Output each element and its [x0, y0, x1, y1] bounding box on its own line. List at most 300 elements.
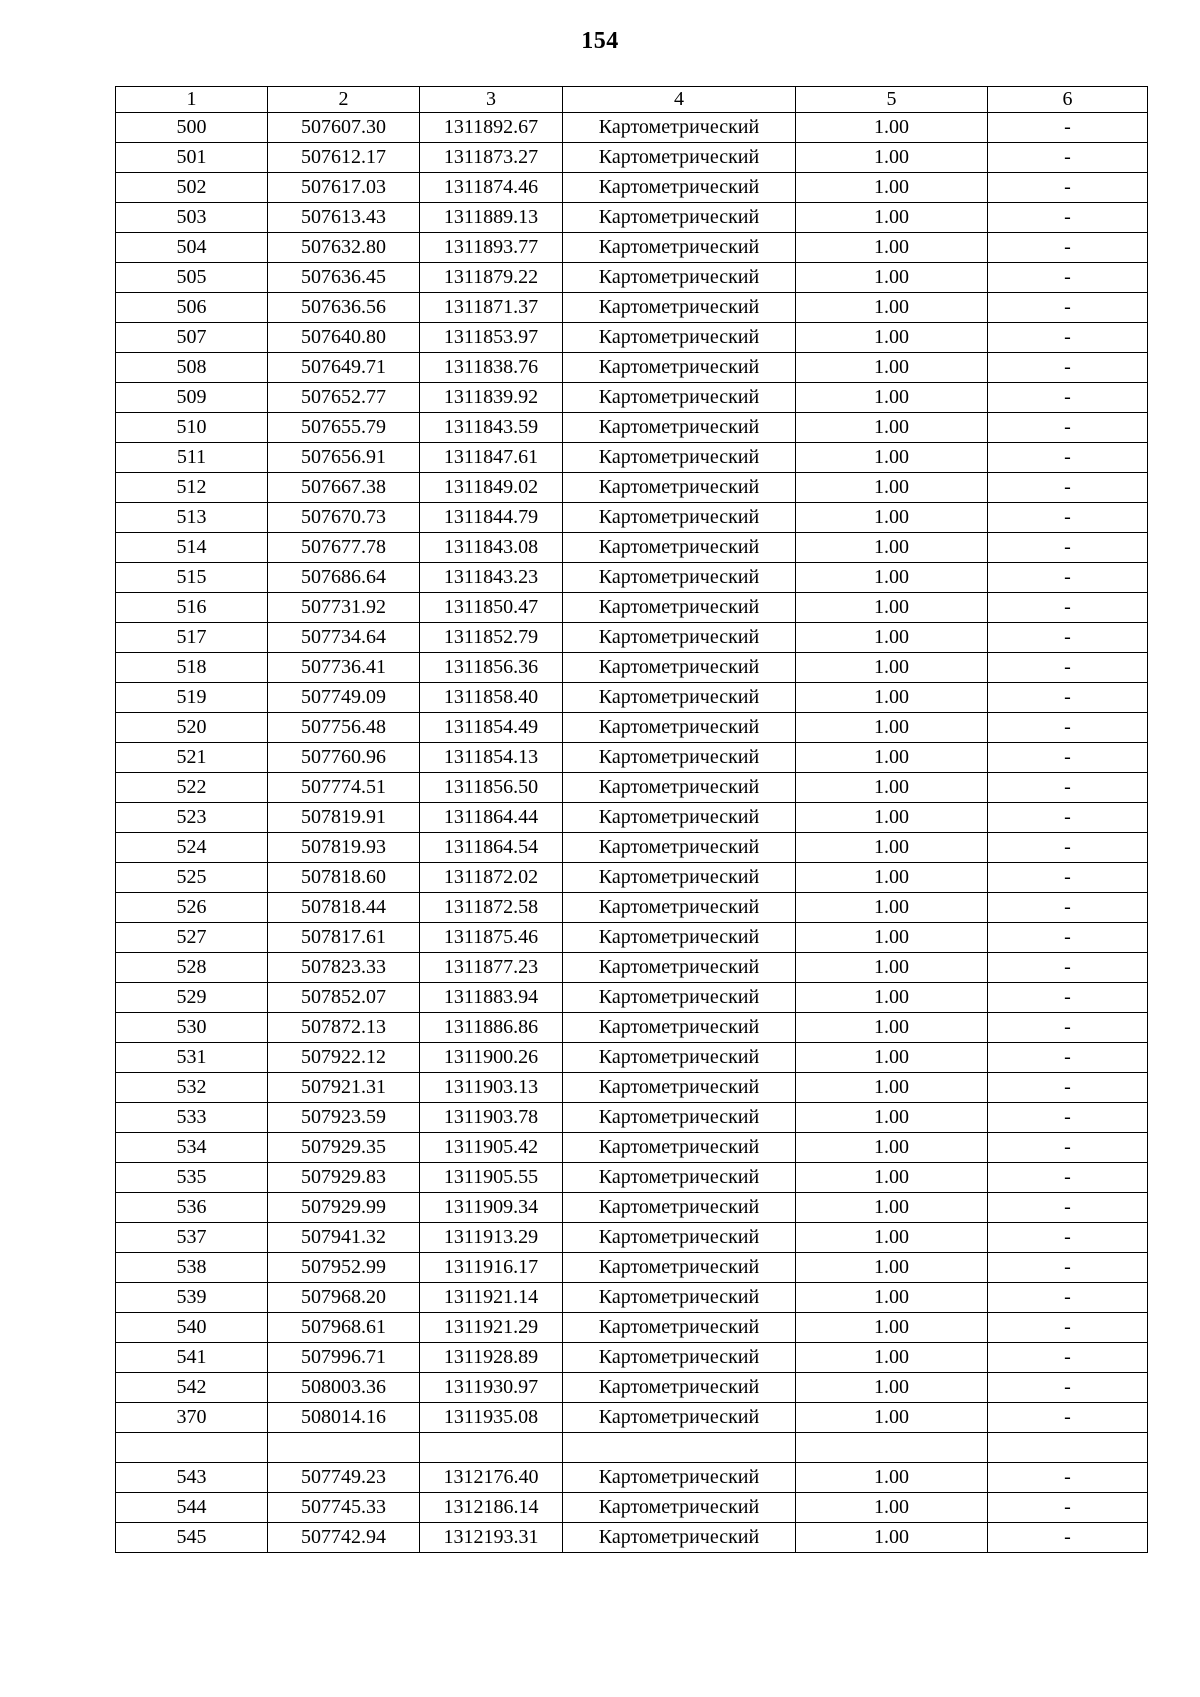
table-cell: 1.00	[796, 623, 988, 653]
table-cell: 502	[116, 173, 268, 203]
table-cell: 531	[116, 1043, 268, 1073]
table-row	[116, 173, 1148, 203]
table-cell: -	[988, 593, 1148, 623]
table-cell: Картометрический	[563, 623, 796, 653]
table-cell: Картометрический	[563, 683, 796, 713]
table-cell: 1.00	[796, 1283, 988, 1313]
table-cell: 1.00	[796, 1403, 988, 1433]
table-cell: 1.00	[796, 1343, 988, 1373]
table-cell: Картометрический	[563, 953, 796, 983]
table-cell: 507941.32	[268, 1223, 420, 1253]
table-cell: Картометрический	[563, 533, 796, 563]
table-cell: -	[988, 113, 1148, 143]
table-cell: 507613.43	[268, 203, 420, 233]
table-cell: -	[988, 863, 1148, 893]
table-cell: 1311921.29	[420, 1313, 563, 1343]
table-cell: Картометрический	[563, 983, 796, 1013]
table-row	[116, 503, 1148, 533]
table-cell: 507923.59	[268, 1103, 420, 1133]
table-header-row	[116, 87, 1148, 113]
table-cell: Картометрический	[563, 593, 796, 623]
table-cell: -	[988, 1283, 1148, 1313]
table-row	[116, 923, 1148, 953]
table-cell: -	[988, 1043, 1148, 1073]
table-cell: 507817.61	[268, 923, 420, 953]
table-cell: 1311853.97	[420, 323, 563, 353]
table-cell: 1311843.59	[420, 413, 563, 443]
table-cell: -	[988, 353, 1148, 383]
table-cell: 532	[116, 1073, 268, 1103]
table-cell: Картометрический	[563, 893, 796, 923]
table-cell: Картометрический	[563, 113, 796, 143]
table-row	[116, 833, 1148, 863]
table-cell: 1311905.42	[420, 1133, 563, 1163]
table-cell: 1.00	[796, 1493, 988, 1523]
table-cell: 1.00	[796, 1253, 988, 1283]
table-cell: -	[988, 293, 1148, 323]
table-cell: Картометрический	[563, 653, 796, 683]
table-cell	[268, 1433, 420, 1463]
page-number: 154	[581, 28, 619, 54]
table-cell: 1311874.46	[420, 173, 563, 203]
table-cell: 1.00	[796, 1073, 988, 1103]
table-row	[116, 473, 1148, 503]
table-cell: -	[988, 983, 1148, 1013]
table-cell: 507922.12	[268, 1043, 420, 1073]
table-cell: 507749.23	[268, 1463, 420, 1493]
table-row	[116, 1313, 1148, 1343]
table-row	[116, 1043, 1148, 1073]
table-cell: 507760.96	[268, 743, 420, 773]
table-row	[116, 1103, 1148, 1133]
table-row	[116, 623, 1148, 653]
table-cell: -	[988, 263, 1148, 293]
table-cell	[988, 1433, 1148, 1463]
table-cell: 1.00	[796, 353, 988, 383]
table-cell: 507852.07	[268, 983, 420, 1013]
table-cell: -	[988, 1523, 1148, 1553]
table-cell: 501	[116, 143, 268, 173]
table-cell: 1311913.29	[420, 1223, 563, 1253]
table-cell: 1311858.40	[420, 683, 563, 713]
table-cell: -	[988, 173, 1148, 203]
table-cell: 507818.60	[268, 863, 420, 893]
table-row	[116, 143, 1148, 173]
table-cell: 507734.64	[268, 623, 420, 653]
table-cell: 1.00	[796, 473, 988, 503]
header-cell: 6	[988, 87, 1148, 113]
table-cell: Картометрический	[563, 233, 796, 263]
table-cell: 1.00	[796, 443, 988, 473]
table-cell: 545	[116, 1523, 268, 1553]
table-cell: 507686.64	[268, 563, 420, 593]
table-cell: 522	[116, 773, 268, 803]
table-cell: -	[988, 1073, 1148, 1103]
table-cell: 507636.45	[268, 263, 420, 293]
table-cell: 515	[116, 563, 268, 593]
table-cell: 1.00	[796, 323, 988, 353]
table-cell: Картометрический	[563, 1523, 796, 1553]
table-row	[116, 743, 1148, 773]
table-cell: 500	[116, 113, 268, 143]
table-row-separator	[116, 1433, 1148, 1463]
table-cell: 509	[116, 383, 268, 413]
table-row	[116, 713, 1148, 743]
header-cell: 5	[796, 87, 988, 113]
table-row	[116, 893, 1148, 923]
table-cell: 1311903.13	[420, 1073, 563, 1103]
table-row	[116, 1163, 1148, 1193]
table-cell: 1311883.94	[420, 983, 563, 1013]
table-cell: 1311886.86	[420, 1013, 563, 1043]
table-cell: 507921.31	[268, 1073, 420, 1103]
table-row	[116, 1133, 1148, 1163]
table-cell: 1311905.55	[420, 1163, 563, 1193]
table-cell: Картометрический	[563, 1043, 796, 1073]
table-cell: 507736.41	[268, 653, 420, 683]
table-cell: -	[988, 1253, 1148, 1283]
table-cell: 536	[116, 1193, 268, 1223]
table-cell: 1.00	[796, 1043, 988, 1073]
table-cell: 1.00	[796, 863, 988, 893]
table-cell: -	[988, 1193, 1148, 1223]
table-cell: Картометрический	[563, 1463, 796, 1493]
table-cell: Картометрический	[563, 1343, 796, 1373]
table-cell: -	[988, 833, 1148, 863]
header-cell: 4	[563, 87, 796, 113]
table-cell: 519	[116, 683, 268, 713]
table-cell: -	[988, 1103, 1148, 1133]
table-cell: -	[988, 473, 1148, 503]
table-row	[116, 353, 1148, 383]
table-cell: 525	[116, 863, 268, 893]
table-cell: -	[988, 533, 1148, 563]
table-row	[116, 683, 1148, 713]
table-cell: 1311921.14	[420, 1283, 563, 1313]
table-cell: 537	[116, 1223, 268, 1253]
table-body	[116, 113, 1148, 1553]
table-cell: 1311889.13	[420, 203, 563, 233]
table-row	[116, 443, 1148, 473]
table-cell: 507731.92	[268, 593, 420, 623]
table-cell: 529	[116, 983, 268, 1013]
table-cell: 508003.36	[268, 1373, 420, 1403]
table-cell: 507670.73	[268, 503, 420, 533]
table-cell: 1.00	[796, 563, 988, 593]
table-cell: -	[988, 953, 1148, 983]
table-cell: Картометрический	[563, 1073, 796, 1103]
table-cell: Картометрический	[563, 353, 796, 383]
table-cell: 507749.09	[268, 683, 420, 713]
table-cell	[420, 1433, 563, 1463]
table-cell: -	[988, 1223, 1148, 1253]
table-cell: Картометрический	[563, 563, 796, 593]
table-row	[116, 1463, 1148, 1493]
table-cell: -	[988, 1313, 1148, 1343]
table-cell: 1.00	[796, 1133, 988, 1163]
table-cell: 1.00	[796, 773, 988, 803]
table-cell: 512	[116, 473, 268, 503]
table-cell: -	[988, 1403, 1148, 1433]
table-cell: 526	[116, 893, 268, 923]
table-cell: 507607.30	[268, 113, 420, 143]
table-row	[116, 263, 1148, 293]
table-cell: 507649.71	[268, 353, 420, 383]
table-cell: 507996.71	[268, 1343, 420, 1373]
table-row	[116, 653, 1148, 683]
table-row	[116, 1253, 1148, 1283]
table-cell: 1311893.77	[420, 233, 563, 263]
table-cell: 1311843.23	[420, 563, 563, 593]
table-cell: Картометрический	[563, 413, 796, 443]
table-cell: 1311854.49	[420, 713, 563, 743]
table-cell: 507632.80	[268, 233, 420, 263]
table-cell: 507640.80	[268, 323, 420, 353]
table-cell: -	[988, 713, 1148, 743]
table-cell: 1311854.13	[420, 743, 563, 773]
table-cell: 510	[116, 413, 268, 443]
table-cell: 508014.16	[268, 1403, 420, 1433]
table-cell: 527	[116, 923, 268, 953]
table-row	[116, 563, 1148, 593]
table-cell: 1312186.14	[420, 1493, 563, 1523]
table-cell: 507929.83	[268, 1163, 420, 1193]
table-cell: 521	[116, 743, 268, 773]
table-cell: 507968.61	[268, 1313, 420, 1343]
table-cell: 507655.79	[268, 413, 420, 443]
table-cell: 1.00	[796, 683, 988, 713]
table-cell: Картометрический	[563, 1223, 796, 1253]
table-cell: -	[988, 893, 1148, 923]
table-cell: 1.00	[796, 1313, 988, 1343]
table-cell: -	[988, 563, 1148, 593]
table-cell: 1311892.67	[420, 113, 563, 143]
table-row	[116, 803, 1148, 833]
table-cell: -	[988, 1373, 1148, 1403]
table-cell: 1311844.79	[420, 503, 563, 533]
table-cell: Картометрический	[563, 713, 796, 743]
table-cell: 1311849.02	[420, 473, 563, 503]
table-cell: 1311856.50	[420, 773, 563, 803]
table-cell: 1311900.26	[420, 1043, 563, 1073]
table-cell: 540	[116, 1313, 268, 1343]
table-cell: 507968.20	[268, 1283, 420, 1313]
table-row	[116, 1493, 1148, 1523]
table-cell: 511	[116, 443, 268, 473]
table-cell: -	[988, 143, 1148, 173]
table-cell: 1.00	[796, 383, 988, 413]
table-cell: 1311875.46	[420, 923, 563, 953]
table-cell: -	[988, 1013, 1148, 1043]
table-cell: -	[988, 1463, 1148, 1493]
table-cell: 533	[116, 1103, 268, 1133]
table-cell: 507929.35	[268, 1133, 420, 1163]
table-row	[116, 113, 1148, 143]
table-cell: Картометрический	[563, 443, 796, 473]
table-row	[116, 1343, 1148, 1373]
table-cell: -	[988, 1163, 1148, 1193]
table-cell: Картометрический	[563, 863, 796, 893]
table-cell: Картометрический	[563, 773, 796, 803]
table-row	[116, 1403, 1148, 1433]
table-cell: 528	[116, 953, 268, 983]
table-cell: 507872.13	[268, 1013, 420, 1043]
header-cell: 3	[420, 87, 563, 113]
table-cell: 507745.33	[268, 1493, 420, 1523]
table-cell: 507818.44	[268, 893, 420, 923]
table-cell: 542	[116, 1373, 268, 1403]
table-cell: 1311850.47	[420, 593, 563, 623]
table-cell: 1312193.31	[420, 1523, 563, 1553]
table-cell: 1.00	[796, 203, 988, 233]
table-cell: 1311903.78	[420, 1103, 563, 1133]
table-cell: -	[988, 503, 1148, 533]
table-cell: 1311909.34	[420, 1193, 563, 1223]
table-cell: 538	[116, 1253, 268, 1283]
table-cell: -	[988, 743, 1148, 773]
table-cell: 1.00	[796, 713, 988, 743]
table-cell: 1.00	[796, 1163, 988, 1193]
table-row	[116, 773, 1148, 803]
table-cell: 507929.99	[268, 1193, 420, 1223]
table-cell: 1.00	[796, 113, 988, 143]
table-row	[116, 1193, 1148, 1223]
table-cell: 520	[116, 713, 268, 743]
table-cell: 1.00	[796, 1013, 988, 1043]
table-cell: 1.00	[796, 953, 988, 983]
coordinates-table	[115, 86, 1148, 1553]
table-cell: 524	[116, 833, 268, 863]
table-cell	[796, 1433, 988, 1463]
table-cell: 1.00	[796, 1193, 988, 1223]
table-cell: 1312176.40	[420, 1463, 563, 1493]
table-cell: Картометрический	[563, 803, 796, 833]
table-cell: 534	[116, 1133, 268, 1163]
table-cell: 1311838.76	[420, 353, 563, 383]
table-cell: 507952.99	[268, 1253, 420, 1283]
table-cell: -	[988, 1343, 1148, 1373]
table-cell: -	[988, 203, 1148, 233]
table-cell: 541	[116, 1343, 268, 1373]
table-cell: 1.00	[796, 1373, 988, 1403]
table-cell: 516	[116, 593, 268, 623]
table-cell: Картометрический	[563, 1103, 796, 1133]
table-row	[116, 1223, 1148, 1253]
header-cell: 2	[268, 87, 420, 113]
table-cell: 1.00	[796, 1103, 988, 1133]
table-cell: 503	[116, 203, 268, 233]
table-cell: 1311852.79	[420, 623, 563, 653]
table-cell: Картометрический	[563, 383, 796, 413]
table-cell: 1.00	[796, 653, 988, 683]
table-cell: 1.00	[796, 1463, 988, 1493]
table-cell: 543	[116, 1463, 268, 1493]
table-cell: 1.00	[796, 503, 988, 533]
table-cell: 1311847.61	[420, 443, 563, 473]
table-cell: 370	[116, 1403, 268, 1433]
table-cell: Картометрический	[563, 173, 796, 203]
table-cell: 1311871.37	[420, 293, 563, 323]
table-cell: 507652.77	[268, 383, 420, 413]
table-row	[116, 983, 1148, 1013]
table-row	[116, 233, 1148, 263]
table-cell: 507677.78	[268, 533, 420, 563]
header-cell: 1	[116, 87, 268, 113]
table-cell: Картометрический	[563, 1163, 796, 1193]
table-cell: 1311856.36	[420, 653, 563, 683]
table-row	[116, 383, 1148, 413]
table-cell: 1.00	[796, 893, 988, 923]
table-cell: 1.00	[796, 293, 988, 323]
table-cell: 507617.03	[268, 173, 420, 203]
table-cell: Картометрический	[563, 323, 796, 353]
table-cell: Картометрический	[563, 743, 796, 773]
table-cell: 1311935.08	[420, 1403, 563, 1433]
table-cell: -	[988, 1133, 1148, 1163]
table-cell: -	[988, 413, 1148, 443]
table-cell: Картометрический	[563, 1013, 796, 1043]
table-cell: 507823.33	[268, 953, 420, 983]
table-cell: Картометрический	[563, 1253, 796, 1283]
table-cell: 505	[116, 263, 268, 293]
table-cell: 544	[116, 1493, 268, 1523]
table-cell: 523	[116, 803, 268, 833]
table-cell: 1.00	[796, 1523, 988, 1553]
table-cell: Картометрический	[563, 1133, 796, 1163]
table-cell: -	[988, 623, 1148, 653]
table-cell: 1.00	[796, 923, 988, 953]
table-cell: 504	[116, 233, 268, 263]
table-cell: 1.00	[796, 533, 988, 563]
table-cell: 530	[116, 1013, 268, 1043]
table-cell: 507774.51	[268, 773, 420, 803]
table-cell: 1311930.97	[420, 1373, 563, 1403]
table-cell: -	[988, 383, 1148, 413]
table-cell: 1311877.23	[420, 953, 563, 983]
table-cell: 507819.93	[268, 833, 420, 863]
table-cell: -	[988, 653, 1148, 683]
table-cell: Картометрический	[563, 1313, 796, 1343]
table-row	[116, 1283, 1148, 1313]
table-cell: 1.00	[796, 983, 988, 1013]
table-cell: 535	[116, 1163, 268, 1193]
table-cell: Картометрический	[563, 143, 796, 173]
table-cell: 507742.94	[268, 1523, 420, 1553]
table-cell: 514	[116, 533, 268, 563]
table-cell	[563, 1433, 796, 1463]
table-cell: 508	[116, 353, 268, 383]
table-cell: 507636.56	[268, 293, 420, 323]
table-cell: Картометрический	[563, 203, 796, 233]
table-cell: 1311839.92	[420, 383, 563, 413]
table-cell: Картометрический	[563, 1493, 796, 1523]
table-cell: -	[988, 1493, 1148, 1523]
table-row	[116, 1523, 1148, 1553]
table-cell: Картометрический	[563, 293, 796, 323]
table-cell: 1311873.27	[420, 143, 563, 173]
table-cell: 1311928.89	[420, 1343, 563, 1373]
table-cell: 517	[116, 623, 268, 653]
table-cell: 1.00	[796, 173, 988, 203]
table-cell: 507819.91	[268, 803, 420, 833]
table-cell: Картометрический	[563, 473, 796, 503]
table-cell: -	[988, 323, 1148, 353]
table-row	[116, 1373, 1148, 1403]
table-row	[116, 1073, 1148, 1103]
table-row	[116, 863, 1148, 893]
table-cell: -	[988, 773, 1148, 803]
table-cell: 1.00	[796, 263, 988, 293]
